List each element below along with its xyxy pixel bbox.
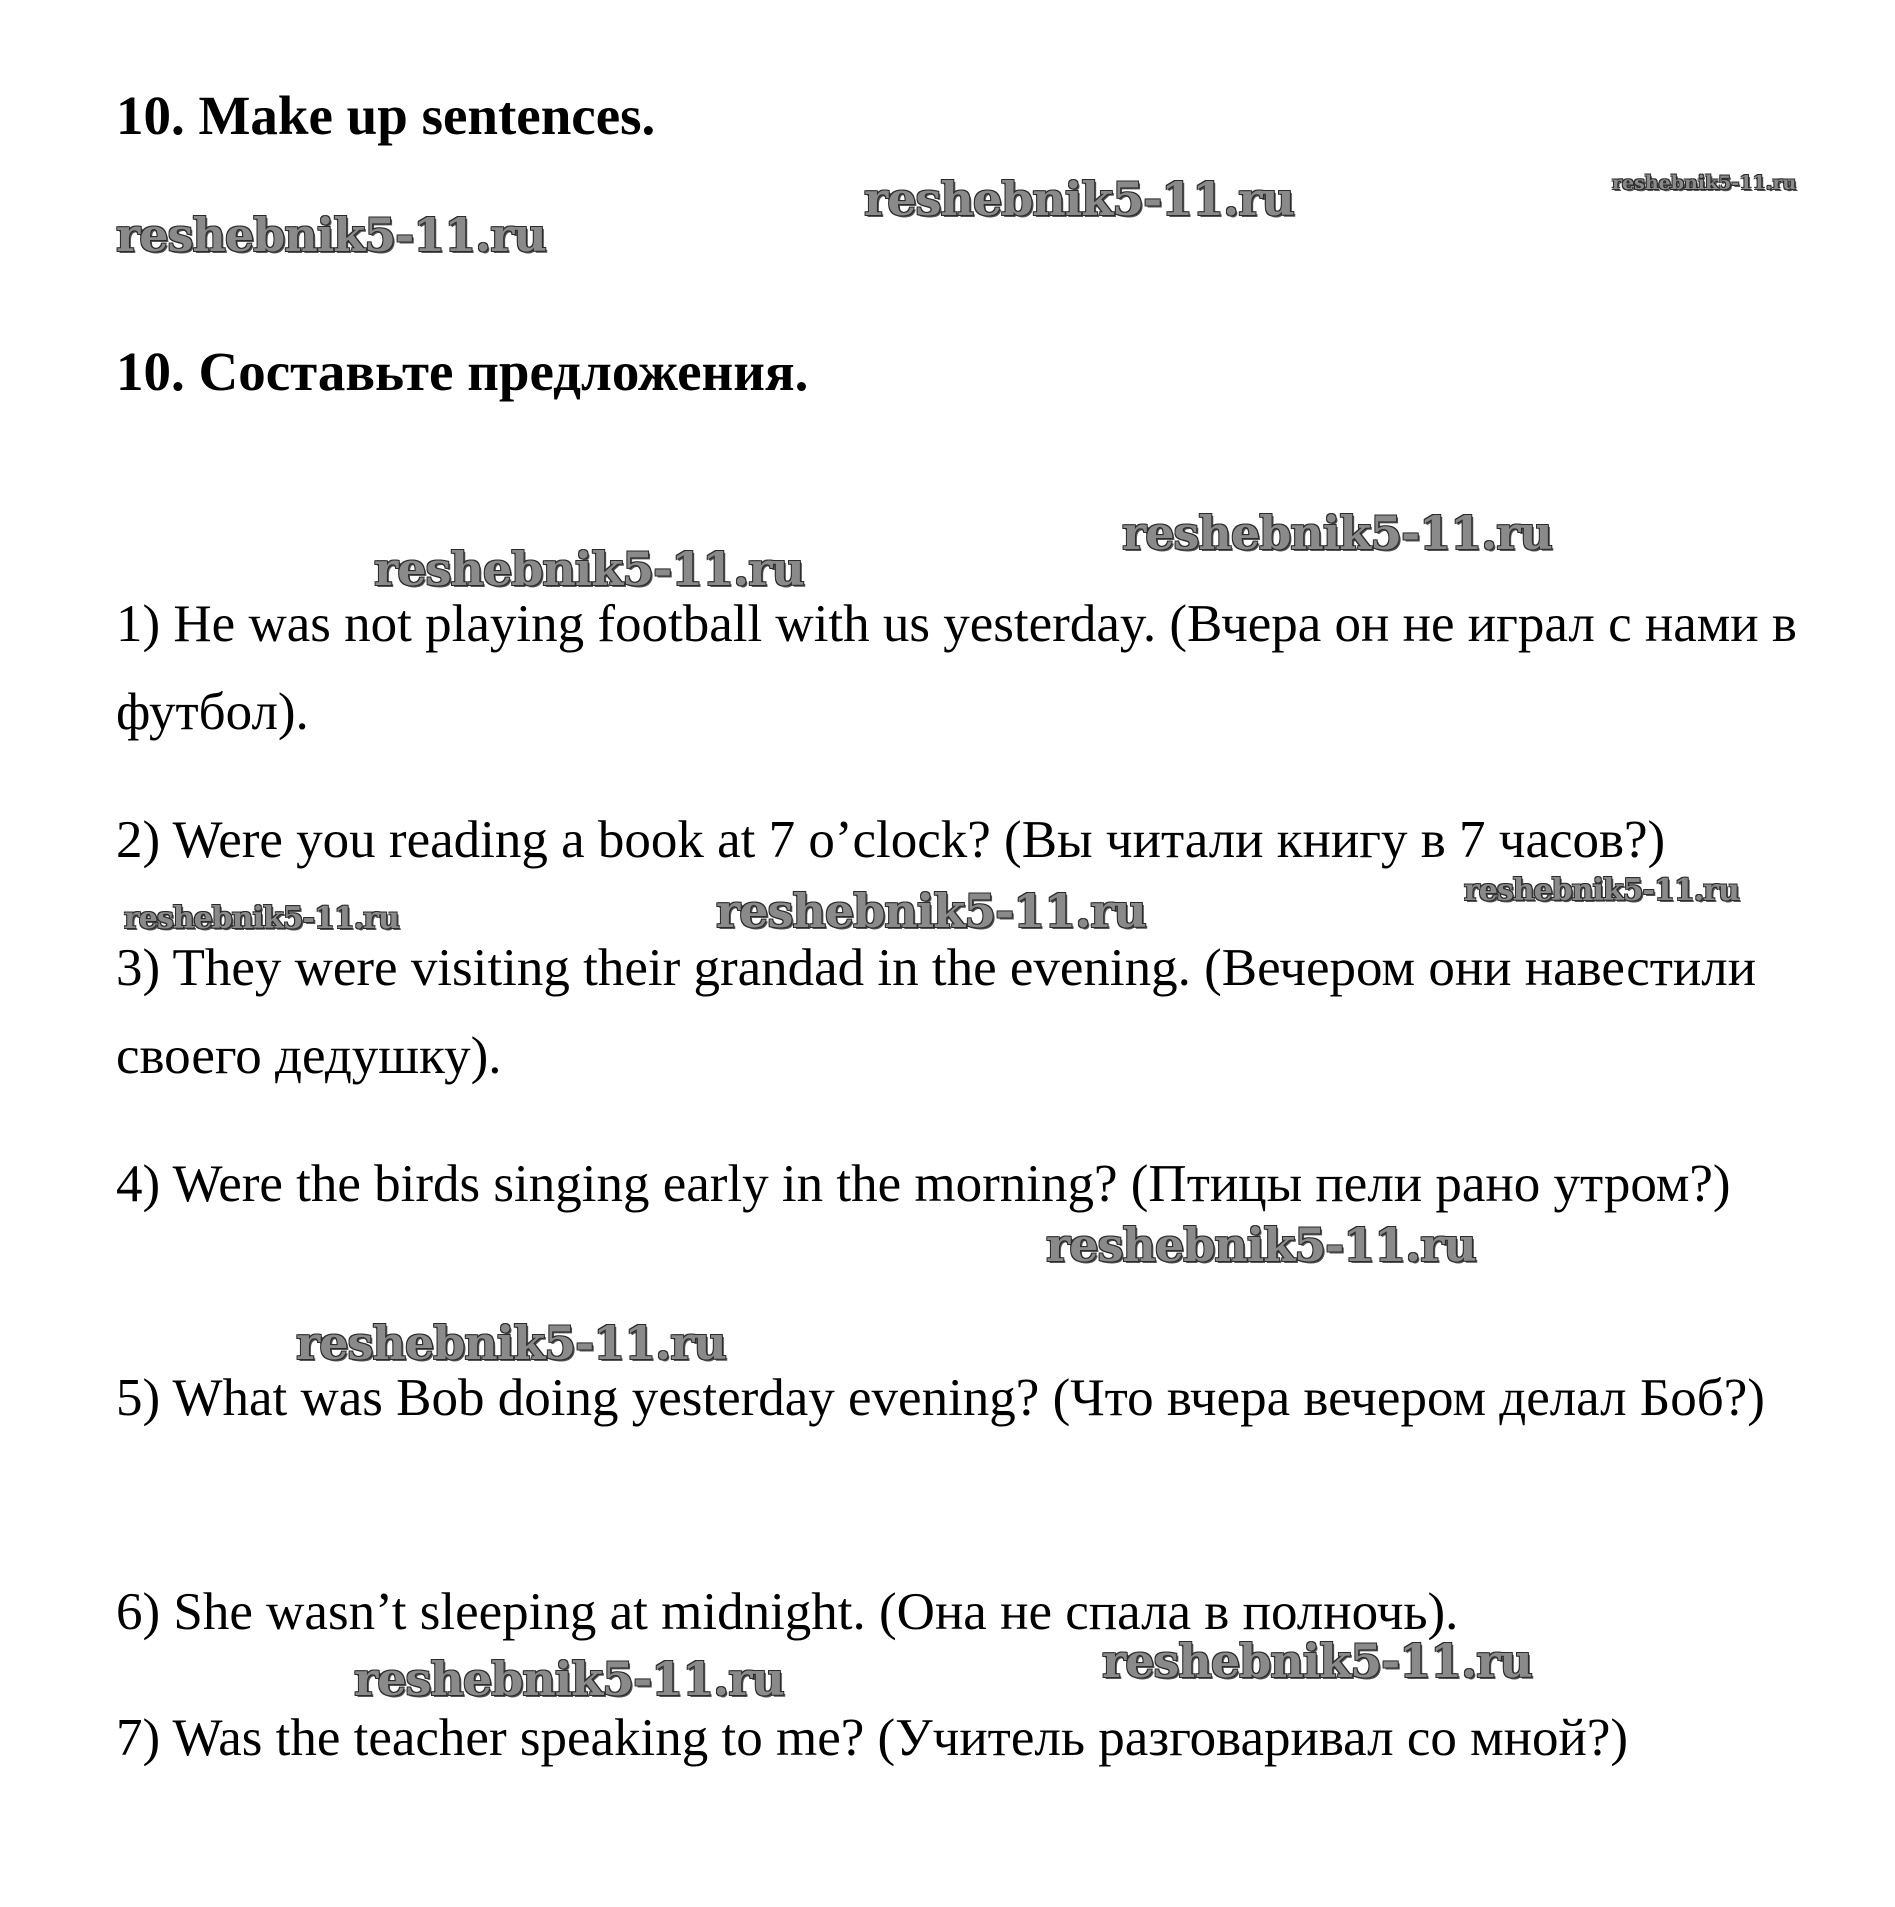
title-english: 10. Make up sentences.: [116, 85, 656, 146]
watermark-logo: reshebnik5-11.ru: [374, 542, 804, 596]
watermark-logo: reshebnik5-11.ru: [716, 884, 1146, 938]
watermark-logo: reshebnik5-11.ru: [354, 1652, 784, 1706]
watermark-logo: reshebnik5-11.ru: [1612, 172, 1797, 194]
watermark-logo: reshebnik5-11.ru: [1122, 506, 1552, 560]
watermark-logo: reshebnik5-11.ru: [124, 901, 399, 936]
sentence-4: 4) Were the birds singing early in the morning? (Птицы пели рано утром?): [116, 1155, 1731, 1213]
watermark-logo: reshebnik5-11.ru: [116, 208, 546, 262]
sentence-2: 2) Were you reading a book at 7 o’clock? (Вы читали книгу в 7 часов?): [116, 811, 1666, 869]
watermark-logo: reshebnik5-11.ru: [864, 172, 1294, 226]
watermark-logo: reshebnik5-11.ru: [1102, 1634, 1532, 1688]
title-russian: 10. Составьте предложения.: [116, 341, 809, 402]
watermark-logo: reshebnik5-11.ru: [296, 1316, 726, 1370]
sentence-1: 1) He was not playing football with us yesterday. (Вчера он не играл с нами в футбол).: [116, 595, 1797, 741]
sentence-7: 7) Was the teacher speaking to me? (Учитель разговаривал со мной?): [116, 1709, 1629, 1767]
watermark-logo: reshebnik5-11.ru: [1464, 873, 1739, 908]
watermark-logo: reshebnik5-11.ru: [1046, 1218, 1476, 1272]
sentence-6: 6) She wasn’t sleeping at midnight. (Она не спала в полночь).: [116, 1583, 1459, 1641]
sentence-3: 3) They were visiting their grandad in the evening. (Вечером они навестили своего дедушку).: [116, 939, 1757, 1085]
sentence-5: 5) What was Bob doing yesterday evening? (Что вчера вечером делал Боб?): [116, 1369, 1765, 1427]
